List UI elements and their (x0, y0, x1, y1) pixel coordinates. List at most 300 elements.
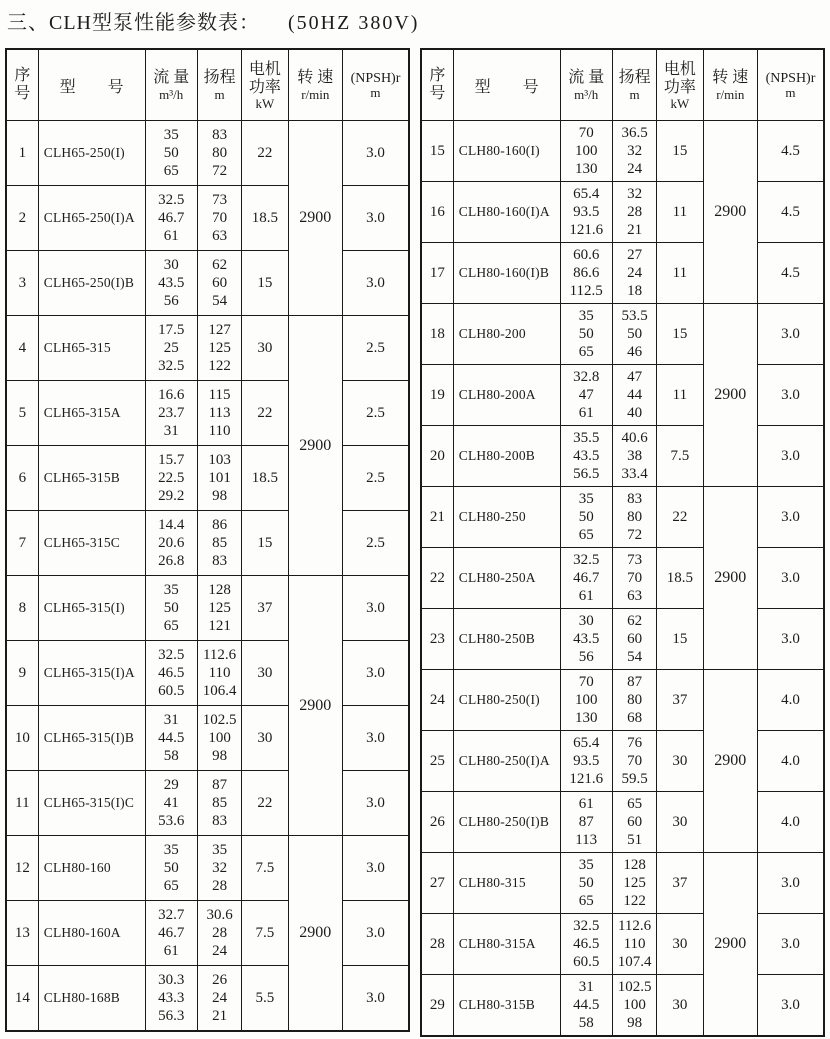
tables-container (5, 48, 826, 1037)
cell-power: 18.5 (242, 186, 288, 251)
flow-value: 35 (163, 126, 179, 143)
flow-value: 65 (163, 878, 179, 895)
flow-value: 65 (578, 344, 594, 361)
cell-head (197, 446, 241, 511)
table-row (6, 446, 409, 511)
cell-power: 30 (657, 914, 703, 975)
table-row (421, 426, 824, 487)
flow-value: 93.5 (573, 752, 600, 769)
head-value: 38 (627, 447, 643, 464)
cell-power: 11 (657, 243, 703, 304)
cell-head (612, 182, 656, 243)
table-row (6, 901, 409, 966)
flow-value: 50 (163, 599, 179, 616)
cell-head (612, 670, 656, 731)
cell-head (197, 251, 241, 316)
head-value: 122 (623, 893, 646, 910)
cell-model: CLH80-250 (453, 487, 560, 548)
cell-power: 15 (242, 251, 288, 316)
table-row (421, 365, 824, 426)
flow-value: 65 (578, 893, 594, 910)
header-flow: 流 量 m³/h (560, 49, 612, 121)
cell-model: CLH80-160 (38, 836, 145, 901)
head-value: 62 (627, 612, 643, 629)
flow-value: 60.5 (573, 954, 600, 971)
head-value: 53.5 (621, 307, 648, 324)
flow-value: 61 (163, 943, 179, 960)
head-value: 51 (627, 832, 643, 849)
flow-value: 50 (163, 144, 179, 161)
flow-value: 61 (578, 795, 594, 812)
cell-npsh: 3.0 (757, 975, 824, 1037)
cell-row-number: 10 (6, 706, 38, 771)
header-model: 型 号 (38, 49, 145, 121)
head-value: 98 (212, 748, 228, 765)
table-row (421, 670, 824, 731)
flow-value: 47 (578, 386, 594, 403)
cell-row-number: 27 (421, 853, 453, 914)
cell-head (197, 316, 241, 381)
cell-model: CLH80-315A (453, 914, 560, 975)
head-value: 72 (212, 163, 228, 180)
table-row (6, 966, 409, 1032)
head-value: 27 (627, 246, 643, 263)
header-head: 扬程 m (612, 49, 656, 121)
flow-value: 87 (578, 813, 594, 830)
cell-npsh: 3.0 (342, 836, 409, 901)
head-value: 24 (627, 161, 643, 178)
cell-row-number: 29 (421, 975, 453, 1037)
pump-table-left (5, 48, 410, 1032)
head-value: 50 (627, 325, 643, 342)
cell-npsh: 3.0 (757, 548, 824, 609)
flow-value: 46.7 (158, 924, 185, 941)
cell-flow (145, 186, 197, 251)
flow-value: 46.5 (158, 664, 185, 681)
head-value: 62 (212, 256, 228, 273)
cell-row-number: 23 (421, 609, 453, 670)
head-value: 65 (627, 795, 643, 812)
head-value: 102.5 (202, 711, 237, 728)
cell-speed: 2900 (703, 121, 757, 304)
cell-flow (145, 121, 197, 186)
header-row (421, 49, 824, 121)
head-value: 115 (208, 386, 231, 403)
head-value: 68 (627, 710, 643, 727)
cell-npsh: 3.0 (342, 641, 409, 706)
head-value: 54 (627, 649, 643, 666)
table-row (421, 914, 824, 975)
cell-speed: 2900 (703, 853, 757, 1037)
flow-value: 86.6 (573, 264, 600, 281)
cell-power: 18.5 (242, 446, 288, 511)
head-value: 110 (208, 664, 231, 681)
cell-npsh: 4.5 (757, 121, 824, 182)
cell-head (612, 121, 656, 182)
header-npsh: (NPSH)r m (342, 49, 409, 121)
cell-power: 7.5 (657, 426, 703, 487)
flow-value: 31 (163, 423, 179, 440)
head-value: 44 (627, 386, 643, 403)
flow-value: 30 (163, 256, 179, 273)
head-value: 110 (208, 423, 231, 440)
cell-model: CLH80-168B (38, 966, 145, 1032)
cell-head (612, 243, 656, 304)
cell-head (612, 975, 656, 1037)
cell-power: 30 (242, 706, 288, 771)
cell-flow (560, 121, 612, 182)
table-row (6, 121, 409, 186)
head-value: 73 (627, 551, 643, 568)
head-value: 46 (627, 344, 643, 361)
head-value: 30.6 (206, 906, 233, 923)
head-value: 98 (212, 488, 228, 505)
flow-value: 46.7 (573, 569, 600, 586)
cell-flow (560, 792, 612, 853)
cell-flow (560, 365, 612, 426)
cell-flow (145, 381, 197, 446)
flow-value: 46.7 (158, 209, 185, 226)
flow-value: 113 (575, 832, 598, 849)
flow-value: 15.7 (158, 451, 185, 468)
cell-speed: 2900 (288, 316, 342, 576)
head-value: 83 (212, 553, 228, 570)
flow-value: 70 (578, 124, 594, 141)
flow-value: 60.6 (573, 246, 600, 263)
cell-npsh: 3.0 (342, 706, 409, 771)
head-value: 85 (212, 794, 228, 811)
cell-row-number: 21 (421, 487, 453, 548)
cell-npsh: 3.0 (342, 771, 409, 836)
head-value: 24 (212, 943, 228, 960)
cell-model: CLH80-160A (38, 901, 145, 966)
cell-flow (145, 901, 197, 966)
cell-flow (145, 836, 197, 901)
cell-model: CLH80-250B (453, 609, 560, 670)
flow-value: 35 (578, 490, 594, 507)
flow-value: 32.5 (158, 358, 185, 375)
head-value: 32 (627, 185, 643, 202)
cell-power: 30 (657, 792, 703, 853)
head-value: 60 (212, 274, 228, 291)
head-value: 72 (627, 527, 643, 544)
cell-row-number: 11 (6, 771, 38, 836)
head-value: 102.5 (617, 978, 652, 995)
cell-row-number: 1 (6, 121, 38, 186)
cell-flow (145, 706, 197, 771)
flow-value: 130 (574, 161, 598, 178)
cell-row-number: 13 (6, 901, 38, 966)
cell-npsh: 3.0 (342, 901, 409, 966)
head-value: 59.5 (621, 771, 648, 788)
flow-value: 29 (163, 776, 179, 793)
table-row (6, 706, 409, 771)
cell-model: CLH80-160(I)A (453, 182, 560, 243)
table-row (421, 304, 824, 365)
cell-npsh: 3.0 (757, 853, 824, 914)
head-value: 110 (623, 935, 646, 952)
head-value: 33.4 (621, 466, 648, 483)
cell-speed: 2900 (703, 487, 757, 670)
head-value: 63 (212, 228, 228, 245)
cell-head (197, 836, 241, 901)
flow-value: 26.8 (158, 553, 185, 570)
head-value: 125 (623, 874, 646, 891)
header-no: 序 号 (6, 49, 38, 121)
cell-npsh: 4.0 (757, 792, 824, 853)
flow-value: 32.5 (158, 191, 185, 208)
cell-npsh: 3.0 (757, 304, 824, 365)
cell-model: CLH65-315A (38, 381, 145, 446)
cell-flow (560, 975, 612, 1037)
head-value: 101 (208, 469, 231, 486)
flow-value: 100 (574, 691, 598, 708)
flow-value: 32.5 (158, 646, 185, 663)
head-value: 18 (627, 283, 643, 300)
flow-value: 58 (578, 1015, 594, 1032)
cell-flow (560, 304, 612, 365)
cell-power: 15 (657, 121, 703, 182)
cell-head (197, 771, 241, 836)
header-speed: 转 速 r/min (288, 49, 342, 121)
table-row (6, 381, 409, 446)
title-text: 三、CLH型泵性能参数表： (7, 12, 260, 34)
cell-power: 7.5 (242, 901, 288, 966)
head-value: 54 (212, 293, 228, 310)
cell-row-number: 3 (6, 251, 38, 316)
table-row (421, 243, 824, 304)
head-value: 26 (212, 971, 228, 988)
cell-row-number: 15 (421, 121, 453, 182)
cell-flow (560, 243, 612, 304)
cell-model: CLH65-315B (38, 446, 145, 511)
cell-power: 30 (242, 316, 288, 381)
header-flow: 流 量 m³/h (145, 49, 197, 121)
flow-value: 50 (163, 859, 179, 876)
head-value: 113 (208, 404, 231, 421)
cell-head (612, 548, 656, 609)
flow-value: 31 (578, 978, 594, 995)
flow-value: 93.5 (573, 203, 600, 220)
cell-head (612, 304, 656, 365)
cell-npsh: 3.0 (342, 966, 409, 1032)
head-value: 86 (212, 516, 228, 533)
flow-value: 29.2 (158, 488, 185, 505)
flow-value: 112.5 (569, 283, 603, 300)
head-value: 21 (212, 1008, 228, 1025)
cell-row-number: 4 (6, 316, 38, 381)
head-value: 103 (208, 451, 231, 468)
cell-row-number: 6 (6, 446, 38, 511)
cell-head (612, 609, 656, 670)
cell-flow (560, 670, 612, 731)
cell-head (197, 706, 241, 771)
cell-npsh: 4.5 (757, 182, 824, 243)
head-value: 85 (212, 534, 228, 551)
cell-power: 5.5 (242, 966, 288, 1032)
table-row (421, 121, 824, 182)
cell-row-number: 22 (421, 548, 453, 609)
flow-value: 53.6 (158, 813, 185, 830)
cell-speed: 2900 (703, 670, 757, 853)
flow-value: 61 (163, 228, 179, 245)
cell-head (197, 511, 241, 576)
cell-head (197, 641, 241, 706)
cell-model: CLH65-315(I)B (38, 706, 145, 771)
cell-head (612, 914, 656, 975)
header-npsh: (NPSH)r m (757, 49, 824, 121)
head-value: 121 (208, 618, 231, 635)
cell-npsh: 3.0 (342, 576, 409, 641)
table-body (421, 121, 824, 1037)
cell-npsh: 2.5 (342, 316, 409, 381)
flow-value: 30.3 (158, 971, 185, 988)
flow-value: 25 (163, 339, 179, 356)
cell-flow (560, 548, 612, 609)
cell-npsh: 3.0 (757, 487, 824, 548)
cell-model: CLH80-250(I)A (453, 731, 560, 792)
head-value: 100 (623, 996, 646, 1013)
cell-flow (560, 609, 612, 670)
header-speed: 转 速 r/min (703, 49, 757, 121)
flow-value: 58 (163, 748, 179, 765)
cell-model: CLH80-250(I) (453, 670, 560, 731)
head-value: 28 (212, 924, 228, 941)
cell-speed: 2900 (288, 836, 342, 1032)
head-value: 28 (212, 878, 228, 895)
flow-value: 31 (163, 711, 179, 728)
head-value: 60 (627, 813, 643, 830)
table-row (421, 609, 824, 670)
cell-model: CLH65-315 (38, 316, 145, 381)
head-value: 76 (627, 734, 643, 751)
cell-speed: 2900 (288, 576, 342, 836)
table-row (6, 836, 409, 901)
head-value: 122 (208, 358, 231, 375)
page-title (7, 6, 826, 35)
cell-row-number: 18 (421, 304, 453, 365)
head-value: 32 (212, 859, 228, 876)
table-body (6, 121, 409, 1032)
flow-value: 121.6 (569, 771, 604, 788)
head-value: 35 (212, 841, 228, 858)
flow-value: 50 (578, 508, 594, 525)
header-no: 序 号 (421, 49, 453, 121)
head-value: 83 (627, 490, 643, 507)
flow-value: 65.4 (573, 734, 600, 751)
cell-power: 22 (657, 487, 703, 548)
header-power: 电机 功率 kW (242, 49, 288, 121)
flow-value: 35 (578, 856, 594, 873)
head-value: 40 (627, 405, 643, 422)
cell-power: 15 (657, 304, 703, 365)
header-head: 扬程 m (197, 49, 241, 121)
cell-npsh: 2.5 (342, 511, 409, 576)
cell-power: 22 (242, 381, 288, 446)
flow-value: 61 (578, 588, 594, 605)
cell-power: 15 (657, 609, 703, 670)
cell-npsh: 4.0 (757, 731, 824, 792)
flow-value: 43.5 (158, 274, 185, 291)
cell-head (612, 365, 656, 426)
head-value: 125 (208, 339, 231, 356)
table-row (421, 853, 824, 914)
cell-model: CLH65-315(I)A (38, 641, 145, 706)
cell-row-number: 2 (6, 186, 38, 251)
cell-row-number: 14 (6, 966, 38, 1032)
cell-npsh: 4.0 (757, 670, 824, 731)
cell-npsh: 3.0 (342, 186, 409, 251)
cell-row-number: 9 (6, 641, 38, 706)
flow-value: 16.6 (158, 386, 185, 403)
cell-flow (560, 182, 612, 243)
table-row (421, 975, 824, 1037)
cell-row-number: 5 (6, 381, 38, 446)
table-row (421, 487, 824, 548)
cell-head (612, 426, 656, 487)
flow-value: 44.5 (158, 729, 185, 746)
cell-model: CLH80-250(I)B (453, 792, 560, 853)
flow-value: 35.5 (573, 429, 600, 446)
table-row (421, 731, 824, 792)
head-value: 73 (212, 191, 228, 208)
flow-value: 35 (163, 581, 179, 598)
flow-value: 23.7 (158, 404, 185, 421)
cell-row-number: 24 (421, 670, 453, 731)
cell-model: CLH65-250(I) (38, 121, 145, 186)
cell-power: 18.5 (657, 548, 703, 609)
flow-value: 17.5 (158, 321, 185, 338)
cell-head (197, 121, 241, 186)
head-value: 70 (627, 569, 643, 586)
cell-model: CLH65-250(I)B (38, 251, 145, 316)
cell-flow (145, 316, 197, 381)
head-value: 47 (627, 368, 643, 385)
cell-model: CLH80-160(I)B (453, 243, 560, 304)
cell-power: 11 (657, 365, 703, 426)
table-row (421, 182, 824, 243)
header-power: 电机 功率 kW (657, 49, 703, 121)
table-header (6, 49, 409, 121)
cell-speed: 2900 (703, 304, 757, 487)
head-value: 127 (208, 321, 231, 338)
cell-npsh: 3.0 (342, 251, 409, 316)
flow-value: 70 (578, 673, 594, 690)
flow-value: 65 (163, 618, 179, 635)
head-value: 80 (627, 691, 643, 708)
head-value: 28 (627, 203, 643, 220)
flow-value: 130 (574, 710, 598, 727)
flow-value: 22.5 (158, 469, 185, 486)
cell-power: 7.5 (242, 836, 288, 901)
cell-row-number: 26 (421, 792, 453, 853)
cell-power: 30 (657, 975, 703, 1037)
flow-value: 46.5 (573, 935, 600, 952)
cell-head (197, 576, 241, 641)
flow-value: 50 (578, 874, 594, 891)
cell-model: CLH65-250(I)A (38, 186, 145, 251)
cell-power: 11 (657, 182, 703, 243)
cell-flow (145, 446, 197, 511)
cell-npsh: 2.5 (342, 381, 409, 446)
table-row (6, 316, 409, 381)
cell-flow (560, 853, 612, 914)
cell-row-number: 8 (6, 576, 38, 641)
flow-value: 60.5 (158, 683, 185, 700)
cell-npsh: 3.0 (757, 914, 824, 975)
cell-power: 30 (242, 641, 288, 706)
head-value: 80 (212, 144, 228, 161)
